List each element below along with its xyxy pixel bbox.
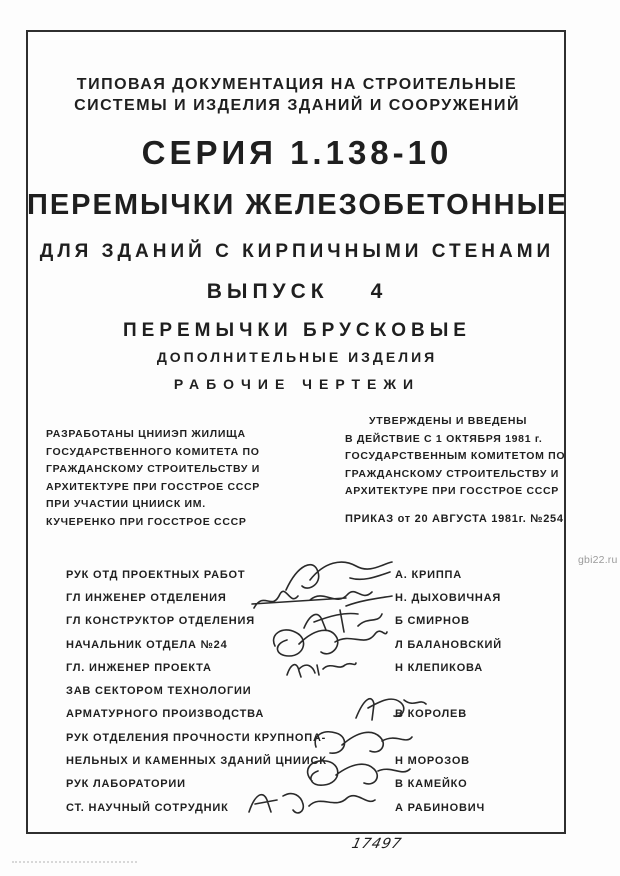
subsection-title: ДОПОЛНИТЕЛЬНЫЕ ИЗДЕЛИЯ: [156, 349, 438, 365]
signature-scribble: [283, 657, 358, 681]
table-row: [66, 703, 566, 726]
person-name: Л БАЛАНОВСКИЙ: [395, 638, 502, 651]
header-line-1: ТИПОВАЯ ДОКУМЕНТАЦИЯ НА СТРОИТЕЛЬНЫЕ: [76, 76, 518, 93]
role-label: СТ. НАУЧНЫЙ СОТРУДНИК: [66, 801, 229, 814]
order-line: ПРИКАЗ от 20 АВГУСТА 1981г. №254: [345, 512, 564, 525]
approved-by-line: УТВЕРЖДЕНЫ И ВВЕДЕНЫ: [369, 415, 528, 427]
role-label: НЕЛЬНЫХ И КАМЕННЫХ ЗДАНИЙ ЦНИИСК: [66, 755, 327, 768]
person-name: Н МОРОЗОВ: [395, 755, 470, 768]
document-subtitle: ДЛЯ ЗДАНИЙ С КИРПИЧНЫМИ СТЕНАМИ: [39, 241, 555, 262]
person-name: А РАБИНОВИЧ: [395, 801, 486, 814]
developed-by-line: РАЗРАБОТАНЫ ЦНИИЭП ЖИЛИЩА: [46, 428, 246, 440]
role-label: НАЧАЛЬНИК ОТДЕЛА №24: [66, 638, 228, 651]
role-label: ЗАВ СЕКТОРОМ ТЕХНОЛОГИИ: [66, 685, 252, 698]
issue-line: [27, 280, 567, 304]
developed-by-line: ГОСУДАРСТВЕННОГО КОМИТЕТА ПО: [46, 445, 260, 458]
developed-by-line: АРХИТЕКТУРЕ ПРИ ГОССТРОЕ СССР: [46, 480, 261, 493]
person-name: В КОРОЛЕВ: [395, 708, 467, 721]
role-label: РУК ЛАБОРАТОРИИ: [66, 778, 186, 791]
signature-scribble: [243, 786, 378, 820]
role-label: ГЛ ИНЖЕНЕР ОТДЕЛЕНИЯ: [66, 591, 227, 604]
series-title: СЕРИЯ 1.138-10: [141, 134, 453, 171]
role-label: ГЛ КОНСТРУКТОР ОТДЕЛЕНИЯ: [66, 615, 255, 628]
scan-smudge: [12, 861, 137, 863]
person-name: Н. ДЫХОВИЧНАЯ: [395, 591, 502, 604]
role-label: АРМАТУРНОГО ПРОИЗВОДСТВА: [66, 708, 265, 721]
issue-number: 4: [370, 280, 388, 303]
signature-scribble: [348, 692, 428, 724]
person-name: Б СМИРНОВ: [395, 615, 470, 628]
developed-by-line: КУЧЕРЕНКО ПРИ ГОССТРОЕ СССР: [46, 515, 247, 528]
role-label: ГЛ. ИНЖЕНЕР ПРОЕКТА: [66, 661, 212, 674]
header-line-2: СИСТЕМЫ И ИЗДЕЛИЯ ЗДАНИЙ И СООРУЖЕНИЙ: [74, 97, 520, 114]
site-watermark: gbi22.ru: [578, 554, 618, 566]
developed-by-line: ГРАЖДАНСКОМУ СТРОИТЕЛЬСТВУ И: [46, 463, 261, 476]
person-name: А. КРИППА: [395, 568, 462, 581]
person-name: Н КЛЕПИКОВА: [395, 661, 483, 674]
approved-by-line: ГРАЖДАНСКОМУ СТРОИТЕЛЬСТВУ И: [345, 467, 560, 480]
table-row: [66, 679, 566, 702]
person-name: В КАМЕЙКО: [395, 778, 468, 791]
role-label: РУК ОТДЕЛЕНИЯ ПРОЧНОСТИ КРУПНОПА-: [66, 731, 327, 744]
role-label: РУК ОТД ПРОЕКТНЫХ РАБОТ: [66, 568, 246, 581]
signature-scribble: [310, 727, 415, 761]
document-title: ПЕРЕМЫЧКИ ЖЕЛЕЗОБЕТОННЫЕ: [27, 189, 569, 221]
doc-type-title: РАБОЧИЕ ЧЕРТЕЖИ: [173, 376, 421, 392]
inventory-number: 17497: [350, 836, 404, 852]
issue-label: ВЫПУСК: [206, 280, 329, 303]
developed-by-block: [46, 426, 336, 532]
developed-by-line: ПРИ УЧАСТИИ ЦНИИСК ИМ.: [46, 498, 206, 511]
section-title: ПЕРЕМЫЧКИ БРУСКОВЫЕ: [123, 320, 471, 341]
approved-by-block: [345, 413, 567, 529]
approved-by-line: АРХИТЕКТУРЕ ПРИ ГОССТРОЕ СССР: [345, 485, 560, 498]
approved-by-line: В ДЕЙСТВИЕ С 1 ОКТЯБРЯ 1981 г.: [345, 432, 543, 445]
approved-by-line: ГОСУДАРСТВЕННЫМ КОМИТЕТОМ ПО: [345, 450, 566, 463]
